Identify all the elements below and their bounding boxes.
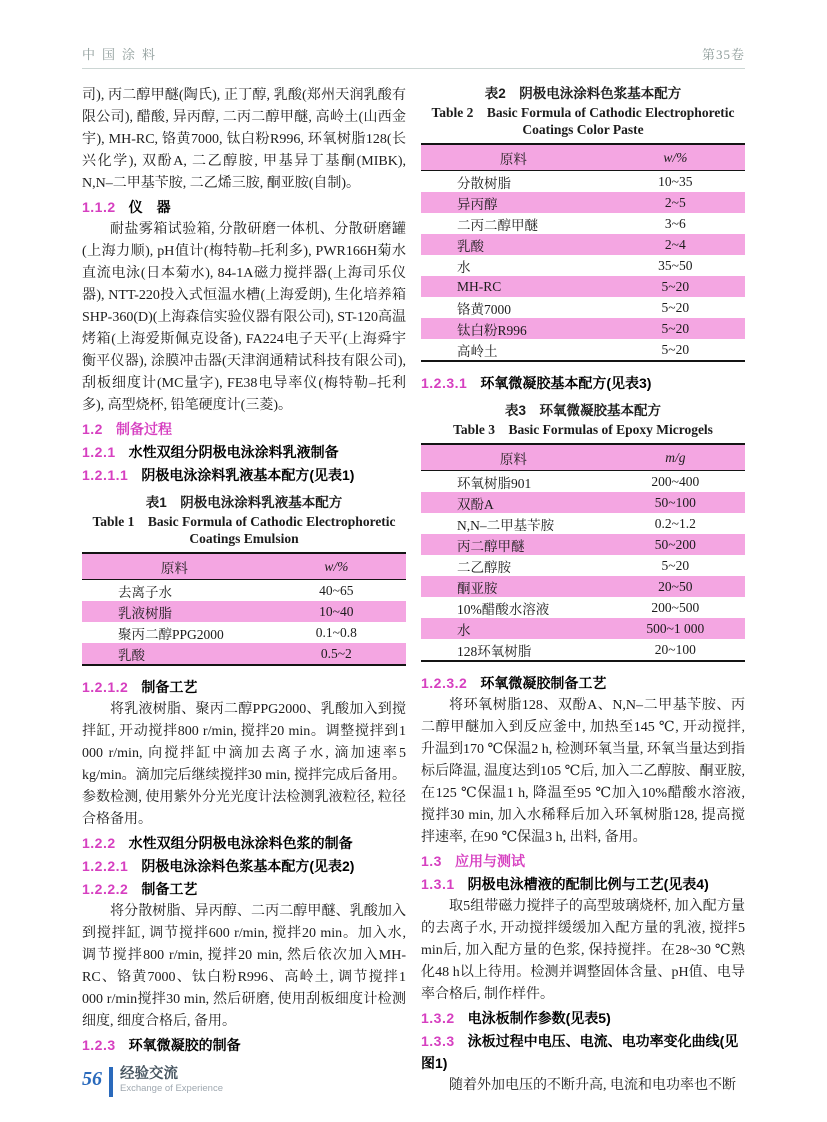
ingredient-cell: 二乙醇胺 — [457, 559, 511, 575]
heading-text: 环氧微凝胶的制备 — [128, 1037, 241, 1053]
table-2-caption-zh: 表2 阴极电泳涂料色浆基本配方 — [484, 86, 682, 101]
table-row — [82, 622, 406, 643]
value-cell: 500~1 000 — [606, 618, 745, 639]
paragraph-microgel-process: 将环氧树脂128、双酚A、N,N–二甲基苄胺、丙二醇甲醚加入到反应釜中, 加热至145 ℃, 开动搅拌, 升温到170 ℃保温2 h, 检测环氧当量, 环氧当量达到指标后降温, 温度达到105 ℃后, 加入二乙醇胺、酮亚胺, 在125 ℃保温1 h, 降温至95 ℃加入10%醋酸水溶液, 搅拌30 min, 加入水稀释后加入环氧树脂128, 提高搅拌速率, 在90 ℃保温3 h, 出料, 备用。 — [421, 698, 745, 845]
paragraph-materials: 司), 丙二醇甲醚(陶氏), 正丁醇, 乳酸(郑州天润乳酸有限公司), 醋酸, 异丙醇, 二丙二醇甲醚, 高岭土(山西金宇), MH-RC, 铬黄7000, 钛白粉R996, 环氧树脂128(长兴化学), 双酚A, 二乙醇胺, 甲基异丁基酮(MIBK), N,N–二甲基苄胺, 二乙烯三胺, 酮亚胺(自制)。 — [82, 88, 406, 191]
heading-text: 阴极电泳槽液的配制比例与工艺(见表4) — [467, 876, 709, 892]
heading-number: 1.2.3.1 — [421, 375, 468, 391]
heading-text: 阴极电泳涂料乳液基本配方(见表1) — [141, 467, 355, 483]
ingredient-cell: 异丙醇 — [421, 192, 606, 213]
heading-number: 1.2.1.1 — [82, 467, 129, 483]
table-row — [421, 276, 745, 297]
table-row — [421, 576, 745, 597]
ingredient-cell: MH-RC — [421, 276, 606, 297]
value-cell: 5~20 — [661, 341, 690, 357]
table-row — [421, 555, 745, 576]
footer-section — [120, 1066, 223, 1095]
value-cell: 5~20 — [606, 276, 745, 297]
heading-text: 电泳板制作参数(见表5) — [467, 1010, 611, 1026]
left-column — [82, 85, 406, 1097]
heading-text: 环氧微凝胶制备工艺 — [480, 675, 607, 691]
value-cell: 35~50 — [658, 257, 693, 273]
table-row — [421, 618, 745, 639]
page-number: 56 — [82, 1068, 102, 1090]
table-row — [421, 534, 745, 555]
heading-1-2-2-1 — [82, 855, 406, 877]
heading-number: 1.2.3.2 — [421, 675, 468, 691]
ingredient-cell: 128环氧树脂 — [457, 643, 532, 659]
column-header-unit: w/% — [606, 144, 745, 171]
heading-text: 应用与测试 — [454, 853, 525, 869]
heading-1-2-2 — [82, 832, 406, 854]
table-3 — [421, 443, 745, 662]
value-cell: 5~20 — [661, 557, 690, 573]
value-cell: 0.1~0.8 — [315, 624, 357, 640]
ingredient-cell: 双酚A — [421, 492, 606, 513]
heading-1-2-3-1 — [421, 372, 745, 394]
table-3-caption-en: Table 3 Basic Formulas of Epoxy Microgels — [453, 422, 713, 437]
ingredient-cell: 10%醋酸水溶液 — [457, 601, 550, 617]
heading-1-2-3 — [82, 1034, 406, 1056]
table-2-caption-en: Table 2 Basic Formula of Cathodic Electrophoretic Coatings Color Paste — [431, 105, 735, 137]
ingredient-cell: 乳液树脂 — [82, 601, 267, 622]
paragraph-bath-preparation: 取5组带磁力搅拌子的高型玻璃烧杯, 加入配方量的去离子水, 开动搅拌缓缓加入配方量的乳液, 搅拌5 min后, 加入配方量的色浆, 保持搅拌。在28~30 ℃熟化48 h以上待用。检测并调整固体含量、pH值、电导率合格后, 制作样件。 — [421, 899, 745, 1002]
ingredient-cell: 分散树脂 — [457, 175, 511, 191]
table-2-block — [421, 85, 745, 362]
section-name-zh: 经验交流 — [120, 1066, 178, 1082]
ingredient-cell: 钛白粉R996 — [421, 318, 606, 339]
value-cell: 3~6 — [664, 215, 686, 231]
value-cell: 40~65 — [319, 582, 354, 598]
table-1-caption-en: Table 1 Basic Formula of Cathodic Electrophoretic Coatings Emulsion — [92, 514, 396, 546]
heading-1-2-1-2 — [82, 676, 406, 698]
ingredient-cell: 水 — [421, 618, 606, 639]
right-column — [421, 85, 745, 1097]
value-cell: 5~20 — [606, 318, 745, 339]
table-1-head — [82, 553, 406, 580]
heading-1-1-2 — [82, 196, 406, 218]
table-row — [421, 192, 745, 213]
heading-number: 1.2.1 — [82, 444, 116, 460]
heading-number: 1.1.2 — [82, 199, 116, 215]
page-footer — [82, 1066, 223, 1097]
ingredient-cell: 水 — [457, 259, 471, 275]
table-row — [421, 597, 745, 618]
heading-1-2-1 — [82, 441, 406, 463]
heading-text: 泳板过程中电压、电流、电功率变化曲线(见图1) — [421, 1033, 739, 1071]
heading-1-3-1 — [421, 873, 745, 895]
ingredient-cell: 聚丙二醇PPG2000 — [118, 626, 224, 642]
ingredient-cell: 二丙二醇甲醚 — [457, 217, 538, 233]
table-row — [421, 471, 745, 493]
table-row — [421, 255, 745, 276]
table-1 — [82, 552, 406, 666]
value-cell: 20~100 — [654, 641, 696, 657]
section-name-en: Exchange of Experience — [120, 1083, 223, 1094]
heading-number: 1.3.3 — [421, 1033, 455, 1049]
heading-1-3-2 — [421, 1007, 745, 1029]
heading-number: 1.2.2 — [82, 835, 116, 851]
heading-number: 1.3.2 — [421, 1010, 455, 1026]
value-cell: 2~5 — [606, 192, 745, 213]
table-row — [82, 601, 406, 622]
table-row — [421, 213, 745, 234]
column-header-ingredient: 原料 — [421, 144, 606, 171]
column-header-ingredient: 原料 — [421, 444, 606, 471]
heading-1-2 — [82, 418, 406, 440]
table-row — [421, 339, 745, 361]
heading-1-2-3-2 — [421, 672, 745, 694]
heading-1-3-3 — [421, 1030, 745, 1074]
column-header-unit: w/% — [267, 553, 406, 580]
value-cell: 0.5~2 — [267, 643, 406, 665]
table-row — [421, 297, 745, 318]
table-row — [421, 171, 745, 193]
ingredient-cell: 高岭土 — [457, 343, 498, 359]
ingredient-cell: 铬黄7000 — [457, 301, 511, 317]
value-cell: 5~20 — [661, 299, 690, 315]
heading-text: 制备过程 — [115, 421, 172, 437]
footer-bar-icon — [109, 1067, 113, 1097]
table-2-head — [421, 144, 745, 171]
running-head — [82, 44, 745, 63]
value-cell: 2~4 — [606, 234, 745, 255]
value-cell: 10~40 — [267, 601, 406, 622]
value-cell: 50~100 — [606, 492, 745, 513]
paragraph-paste-process: 将分散树脂、异丙醇、二丙二醇甲醚、乳酸加入到搅拌缸, 调节搅拌600 r/min, 搅拌20 min。加入水, 调节搅拌800 r/min, 搅拌20 min, 然后依次加入MH-RC、铬黄7000、钛白粉R996、高岭土, 调节搅拌1 000 r/min搅拌30 min, 然后研磨, 使用刮板细度计检测细度, 细度合格后, 备用。 — [82, 904, 406, 1029]
value-cell: 50~200 — [606, 534, 745, 555]
table-3-block — [421, 402, 745, 662]
heading-number: 1.2.1.2 — [82, 679, 129, 695]
table-row — [421, 234, 745, 255]
volume-label: 第35卷 — [701, 47, 745, 62]
heading-1-2-2-2 — [82, 878, 406, 900]
heading-number: 1.2.3 — [82, 1037, 116, 1053]
table-1-block — [82, 494, 406, 666]
two-column-layout — [82, 85, 745, 1097]
value-cell: 0.2~1.2 — [654, 515, 696, 531]
header-rule — [82, 68, 745, 69]
table-1-caption-zh: 表1 阴极电泳涂料乳液基本配方 — [145, 495, 343, 510]
table-2 — [421, 143, 745, 362]
table-row — [421, 492, 745, 513]
ingredient-cell: 乳酸 — [421, 234, 606, 255]
value-cell: 10~35 — [658, 173, 693, 189]
table-row — [82, 580, 406, 602]
heading-number: 1.2.2.1 — [82, 858, 129, 874]
table-3-head — [421, 444, 745, 471]
table-header-row — [82, 553, 406, 580]
value-cell: 200~500 — [651, 599, 700, 615]
ingredient-cell: N,N–二甲基苄胺 — [457, 517, 555, 533]
heading-text: 阴极电泳涂料色浆基本配方(见表2) — [141, 858, 355, 874]
journal-title: 中国涂料 — [82, 47, 163, 62]
table-2-body — [421, 171, 745, 362]
table-row — [421, 318, 745, 339]
paragraph-curve-intro: 随着外加电压的不断升高, 电流和电功率也不断 — [449, 1078, 736, 1093]
table-header-row — [421, 144, 745, 171]
heading-number: 1.2 — [82, 421, 103, 437]
table-row — [421, 513, 745, 534]
table-3-body — [421, 471, 745, 662]
heading-number: 1.3.1 — [421, 876, 455, 892]
paragraph-emulsion-process: 将乳液树脂、聚丙二醇PPG2000、乳酸加入到搅拌缸, 开动搅拌800 r/min, 搅拌20 min。调整搅拌到1 000 r/min, 向搅拌缸中滴加去离子水, 滴加速率5 kg/min。滴加完后继续搅拌30 min, 搅拌完成后备用。参数检测, 使用紫外分光光度计法检测乳液粒径, 粒径合格备用。 — [82, 702, 406, 827]
heading-number: 1.3 — [421, 853, 442, 869]
heading-1-3 — [421, 850, 745, 872]
ingredient-cell: 丙二醇甲醚 — [421, 534, 606, 555]
column-header-unit: m/g — [606, 444, 745, 471]
ingredient-cell: 乳酸 — [82, 643, 267, 665]
paragraph-instruments: 耐盐雾箱试验箱, 分散研磨一体机、分散研磨罐(上海力顺), pH值计(梅特勒–托利多), PWR166H菊水直流电泳(日本菊水), 84-1A磁力搅拌器(上海司乐仪器), NTT-220投入式恒温水槽(上海爱朗), 生化培养箱SHP-360(D)(上海森信实验仪器有限公司), ST-120高温烤箱(上海爱斯佩克设备), FA224电子天平(上海舜宇衡平仪器), 涂膜冲击器(天津润通精试科技有限公司), 刮板细度计(MC量字), FE38电导率仪(梅特勒–托利多), 高型烧杯, 铅笔硬度计(三菱)。 — [82, 222, 406, 413]
column-header-ingredient: 原料 — [82, 553, 267, 580]
table-header-row — [421, 444, 745, 471]
heading-text: 水性双组分阴极电泳涂料色浆的制备 — [128, 835, 353, 851]
value-cell: 200~400 — [651, 473, 700, 489]
ingredient-cell: 去离子水 — [118, 584, 172, 600]
heading-1-2-1-1 — [82, 464, 406, 486]
heading-text: 仪 器 — [128, 199, 171, 215]
heading-text: 水性双组分阴极电泳涂料乳液制备 — [128, 444, 339, 460]
heading-text: 制备工艺 — [141, 881, 198, 897]
heading-text: 制备工艺 — [141, 679, 198, 695]
table-row — [82, 643, 406, 665]
table-row — [421, 639, 745, 661]
ingredient-cell: 酮亚胺 — [421, 576, 606, 597]
table-1-body — [82, 580, 406, 666]
heading-number: 1.2.2.2 — [82, 881, 129, 897]
value-cell: 20~50 — [606, 576, 745, 597]
table-3-caption-zh: 表3 环氧微凝胶基本配方 — [504, 403, 661, 418]
heading-text: 环氧微凝胶基本配方(见表3) — [480, 375, 652, 391]
ingredient-cell: 环氧树脂901 — [457, 475, 532, 491]
